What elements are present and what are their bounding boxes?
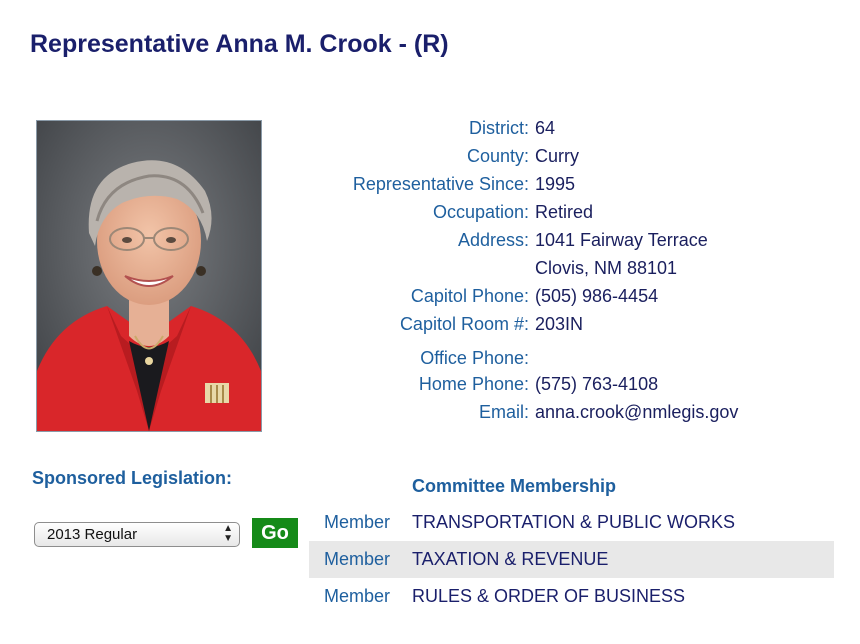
committee-table <box>309 504 834 615</box>
capitol-phone-value: (505) 986-4454 <box>535 286 659 306</box>
committee-name-link[interactable]: TAXATION & REVENUE <box>412 541 834 578</box>
committee-name-link[interactable]: RULES & ORDER OF BUSINESS <box>412 586 686 606</box>
committee-name-link[interactable]: TRANSPORTATION & PUBLIC WORKS <box>412 512 736 532</box>
session-select[interactable] <box>34 522 240 547</box>
capitol-room-label: Capitol Room #: <box>399 314 529 334</box>
contact-info-table <box>300 114 738 426</box>
select-arrows-icon: ▲ ▼ <box>223 523 233 544</box>
email-link[interactable]: anna.crook@nmlegis.gov <box>535 402 739 422</box>
go-button[interactable]: Go <box>252 518 298 548</box>
committee-role: Member <box>309 541 412 578</box>
committee-row <box>309 541 834 578</box>
email-label: Email: <box>478 402 529 422</box>
capitol-phone-label: Capitol Phone: <box>410 286 529 306</box>
rep-since-value: 1995 <box>535 174 576 194</box>
district-label: District: <box>469 118 529 138</box>
address-label: Address: <box>457 230 529 250</box>
home-phone-value: (575) 763-4108 <box>535 374 659 394</box>
district-value: 64 <box>535 118 556 138</box>
legislator-portrait <box>36 120 262 432</box>
address-line1: 1041 Fairway Terrace <box>535 230 708 250</box>
capitol-room-value: 203IN <box>535 314 584 334</box>
occupation-value: Retired <box>535 202 594 222</box>
committee-role: Member <box>324 512 391 532</box>
committee-row <box>309 504 834 541</box>
occupation-label: Occupation: <box>432 202 529 222</box>
committee-row <box>309 578 834 615</box>
committee-role: Member <box>324 586 391 606</box>
page-title: Representative Anna M. Crook - (R) <box>30 30 449 58</box>
address-line2: Clovis, NM 88101 <box>535 258 678 278</box>
home-phone-label: Home Phone: <box>418 374 529 394</box>
office-phone-label: Office Phone: <box>420 348 529 368</box>
committee-membership-header: Committee Membership <box>412 476 617 496</box>
county-label: County: <box>466 146 529 166</box>
sponsored-legislation-label: Sponsored Legislation: <box>32 468 233 488</box>
county-value: Curry <box>535 146 579 166</box>
rep-since-label: Representative Since: <box>352 174 529 194</box>
office-phone-value <box>535 338 738 370</box>
session-select-value: 2013 Regular <box>47 526 138 543</box>
